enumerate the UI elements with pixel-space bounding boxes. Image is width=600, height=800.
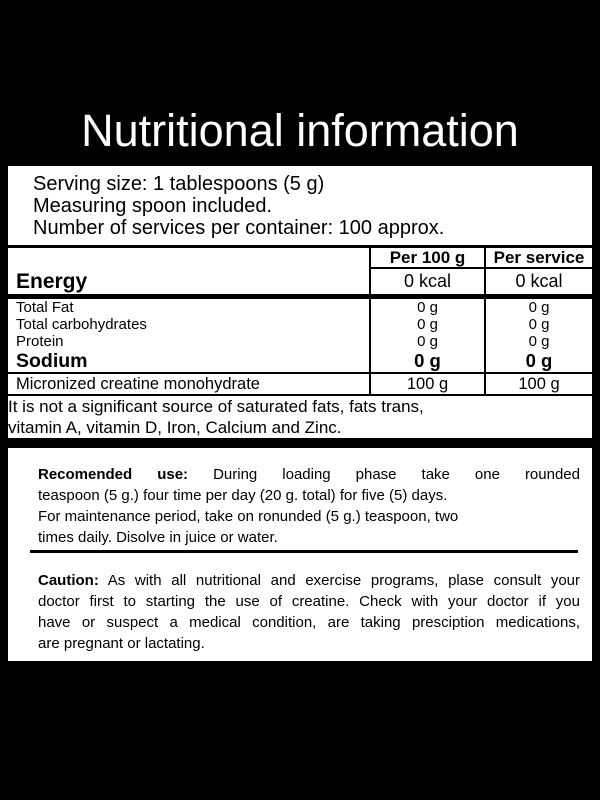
section-divider bbox=[30, 550, 578, 553]
recommended-use-line-2: teaspoon (5 g.) four time per day (20 g. total) for five (5) days. bbox=[38, 487, 448, 504]
caution-line-1 bbox=[38, 570, 580, 591]
energy-per-100g: 0 kcal bbox=[370, 268, 485, 297]
sodium-per-service: 0 g bbox=[485, 350, 592, 373]
table-header-row bbox=[8, 247, 592, 269]
total-fat-label: Total Fat bbox=[16, 299, 74, 316]
energy-row bbox=[8, 268, 592, 297]
energy-per-service: 0 kcal bbox=[485, 268, 592, 297]
recommended-use-block bbox=[38, 464, 580, 548]
recommended-use-lead: Recomended use: bbox=[38, 466, 189, 483]
caution-line-3: have or suspect a medical condition, are taking presciption medications, bbox=[38, 614, 580, 631]
ingredient-per-service: 100 g bbox=[485, 373, 592, 395]
footnote bbox=[8, 395, 592, 438]
sodium-label: Sodium bbox=[8, 350, 370, 373]
caution-text: As with all nutritional and exercise programs, plase consult your bbox=[107, 572, 580, 589]
recommended-use-line-1 bbox=[38, 464, 580, 485]
protein-per-100g: 0 g bbox=[370, 333, 485, 350]
footnote-line-1: It is not a significant source of saturated fats, fats trans, bbox=[8, 397, 424, 416]
ingredient-per-100g: 100 g bbox=[370, 373, 485, 395]
recommended-use-line-3: For maintenance period, take on ronunded (5 g.) teaspoon, two bbox=[38, 508, 459, 525]
panel-gap bbox=[0, 438, 600, 448]
footnote-row bbox=[8, 395, 592, 438]
table-row bbox=[8, 297, 592, 317]
table-row bbox=[8, 333, 592, 350]
protein-per-service: 0 g bbox=[485, 333, 592, 350]
ingredient-row bbox=[8, 373, 592, 395]
recommended-use-line-4: times daily. Disolve in juice or water. bbox=[38, 529, 278, 546]
table-row bbox=[8, 316, 592, 333]
carbohydrates-label: Total carbohydrates bbox=[16, 316, 147, 333]
servings-per-container-line: Number of services per container: 100 approx. bbox=[33, 217, 445, 239]
carbohydrates-per-service: 0 g bbox=[485, 316, 592, 333]
page-title: Nutritional information bbox=[81, 105, 519, 156]
total-fat-per-100g: 0 g bbox=[370, 297, 485, 317]
energy-label: Energy bbox=[8, 268, 370, 297]
table-row bbox=[8, 350, 592, 373]
serving-size-line: Serving size: 1 tablespoons (5 g) bbox=[33, 173, 325, 195]
serving-info bbox=[8, 173, 592, 239]
recommended-use-text: During loading phase take one rounded bbox=[213, 466, 580, 483]
caution-block bbox=[38, 570, 580, 654]
protein-label: Protein bbox=[16, 333, 64, 350]
caution-line-4: are pregnant or lactating. bbox=[38, 635, 205, 652]
nutrition-table bbox=[8, 245, 592, 438]
total-fat-per-service: 0 g bbox=[485, 297, 592, 317]
col-header-per-100g: Per 100 g bbox=[370, 247, 485, 269]
col-header-per-service: Per service bbox=[485, 247, 592, 269]
empty-header-cell bbox=[8, 247, 370, 269]
carbohydrates-per-100g: 0 g bbox=[370, 316, 485, 333]
nutrition-facts-panel bbox=[8, 166, 592, 438]
caution-lead: Caution: bbox=[38, 572, 99, 589]
usage-panel bbox=[8, 448, 592, 661]
sodium-per-100g: 0 g bbox=[370, 350, 485, 373]
ingredient-label: Micronized creatine monohydrate bbox=[8, 373, 370, 395]
footnote-line-2: vitamin A, vitamin D, Iron, Calcium and Zinc. bbox=[8, 418, 342, 437]
measuring-spoon-line: Measuring spoon included. bbox=[33, 195, 273, 217]
caution-line-2: doctor first to starting the use of creatine. Check with your doctor if you bbox=[38, 593, 580, 610]
